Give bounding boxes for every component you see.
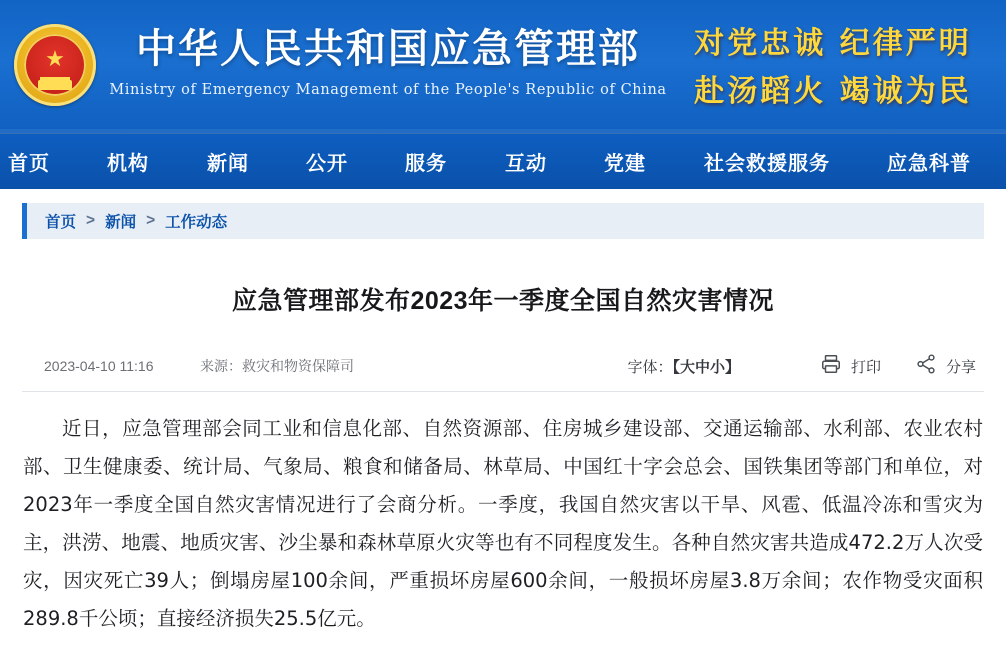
article-source: 来源：救灾和物资保障司 bbox=[200, 358, 354, 374]
article-date: 2023-04-10 11:16 bbox=[44, 358, 154, 374]
share-button[interactable] bbox=[915, 353, 976, 379]
meta-divider bbox=[22, 391, 984, 392]
article-title: 应急管理部发布2023年一季度全国自然灾害情况 bbox=[231, 287, 775, 315]
article-content bbox=[23, 410, 983, 638]
main-navigation[interactable] bbox=[0, 133, 1006, 189]
breadcrumb-item-news[interactable]: 新闻 bbox=[105, 214, 137, 231]
breadcrumb-item-current: 工作动态 bbox=[165, 214, 228, 231]
national-emblem-icon: ★ bbox=[14, 24, 96, 106]
site-subtitle: Ministry of Emergency Management of the People's Republic of China bbox=[109, 82, 667, 98]
article-meta bbox=[22, 353, 984, 379]
nav-item-services[interactable]: 服务 bbox=[405, 153, 447, 175]
font-size-label: 字体： bbox=[627, 358, 673, 376]
share-label: 分享 bbox=[945, 358, 976, 376]
site-title: 中华人民共和国应急管理部 bbox=[136, 25, 640, 72]
share-icon bbox=[915, 353, 937, 379]
nav-item-news[interactable]: 新闻 bbox=[207, 153, 249, 175]
font-size-options[interactable]: 【大中小】 bbox=[672, 358, 740, 376]
site-masthead bbox=[0, 0, 1006, 133]
nav-item-home[interactable]: 首页 bbox=[8, 153, 50, 175]
breadcrumb[interactable] bbox=[22, 203, 984, 239]
print-button[interactable] bbox=[820, 353, 881, 379]
printer-icon bbox=[820, 353, 842, 379]
print-label: 打印 bbox=[850, 358, 881, 376]
nav-item-openness[interactable]: 公开 bbox=[306, 153, 348, 175]
page-body bbox=[0, 203, 1006, 638]
nav-item-party[interactable]: 党建 bbox=[604, 153, 646, 175]
article-meta-actions bbox=[627, 353, 976, 379]
breadcrumb-item-home[interactable]: 首页 bbox=[45, 214, 77, 231]
breadcrumb-separator-2: > bbox=[146, 212, 156, 229]
article-paragraph: 近日，应急管理部会同工业和信息化部、自然资源部、住房城乡建设部、交通运输部、水利部、农业农村部、卫生健康委、统计局、气象局、粮食和储备局、林草局、中国红十字会总会、国铁集团等部门和单位，对2023年一季度全国自然灾害情况进行了会商分析。一季度，我国自然灾害以干旱、风雹、低温冷冻和雪灾为主，洪涝、地震、地质灾害、沙尘暴和森林草原火灾等也有不同程度发生。各种自然灾害共造成472.2万人次受灾，因灾死亡39人；倒塌房屋100余间，严重损坏房屋600余间，一般损坏房屋3.8万余间；农作物受灾面积289.8千公顷；直接经济损失25.5亿元。 bbox=[23, 417, 983, 630]
slogan-line-2: 赴汤蹈火 竭诚为民 bbox=[694, 74, 972, 109]
breadcrumb-separator-1: > bbox=[86, 212, 96, 229]
nav-item-agency[interactable]: 机构 bbox=[107, 153, 149, 175]
slogan-line-1: 对党忠诚 纪律严明 bbox=[694, 26, 972, 61]
nav-item-interact[interactable]: 互动 bbox=[505, 153, 547, 175]
font-size-control[interactable] bbox=[627, 356, 740, 377]
nav-item-rescue[interactable]: 社会救援服务 bbox=[704, 153, 830, 175]
site-title-block bbox=[108, 24, 668, 98]
site-slogan bbox=[678, 20, 988, 116]
nav-item-science[interactable]: 应急科普 bbox=[887, 153, 971, 175]
